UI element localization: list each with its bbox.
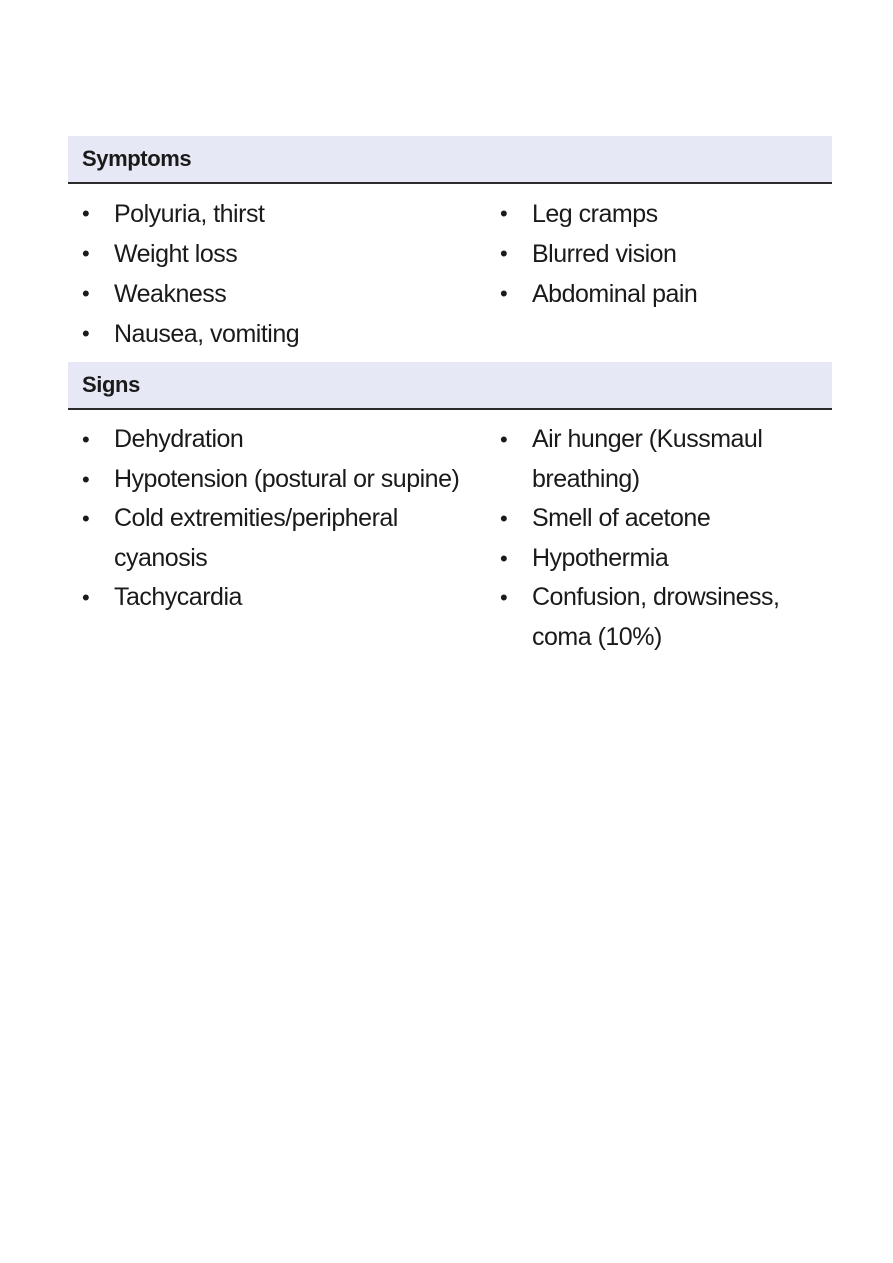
list-item-text: Smell of acetone [532, 504, 711, 532]
bullet-icon: • [500, 281, 508, 306]
list-item-text: Leg cramps [532, 200, 658, 228]
bullet-icon: • [82, 241, 90, 266]
list-item [82, 274, 486, 314]
list-item-text: Hypothermia [532, 543, 669, 572]
list-item [500, 499, 832, 539]
symptoms-left-list [68, 194, 486, 354]
list-item [500, 578, 832, 657]
list-item-text: Cold extremities/peripheral cyanosis [114, 504, 398, 572]
symptoms-body [68, 184, 832, 362]
list-item-text: Confusion, drowsiness, coma (10%) [532, 583, 780, 651]
list-item [500, 194, 832, 234]
signs-title: Signs [82, 372, 140, 397]
bullet-icon: • [82, 506, 90, 531]
list-item-text: Air hunger (Kussmaul breathing) [532, 425, 763, 493]
bullet-icon: • [500, 427, 508, 452]
list-item-text: Tachycardia [114, 583, 242, 611]
list-item-text: Abdominal pain [532, 280, 698, 308]
list-item-text: Dehydration [114, 425, 244, 453]
bullet-icon: • [82, 201, 90, 226]
signs-body [68, 410, 832, 665]
bullet-icon: • [500, 241, 508, 266]
bullet-icon: • [82, 427, 90, 452]
list-item [82, 234, 486, 274]
list-item [500, 234, 832, 274]
list-item [82, 194, 486, 234]
list-item [500, 274, 832, 314]
symptoms-title: Symptoms [82, 146, 192, 171]
list-item [82, 499, 486, 578]
list-item [500, 420, 832, 499]
bullet-icon: • [82, 585, 90, 610]
list-item-text: Nausea, vomiting [114, 320, 300, 348]
bullet-icon: • [500, 201, 508, 226]
bullet-icon: • [82, 321, 90, 346]
list-item-text: Weight loss [114, 240, 238, 268]
bullet-icon: • [500, 506, 508, 531]
list-item [82, 314, 486, 354]
bullet-icon: • [82, 281, 90, 306]
list-item [500, 539, 832, 579]
list-item-text: Weakness [114, 280, 227, 308]
signs-right-list [486, 420, 832, 657]
bullet-icon: • [500, 545, 508, 571]
list-item-text: Blurred vision [532, 240, 677, 268]
list-item-text: Polyuria, thirst [114, 200, 265, 228]
bullet-icon: • [500, 585, 508, 610]
list-item [82, 460, 486, 500]
symptoms-right-list [486, 194, 832, 354]
symptoms-header [68, 136, 832, 184]
signs-left-list [68, 420, 486, 657]
signs-header [68, 362, 832, 410]
bullet-icon: • [82, 466, 90, 492]
symptoms-signs-table [68, 136, 832, 665]
list-item [82, 578, 486, 618]
list-item [82, 420, 486, 460]
list-item-text: Hypotension (postural or supine) [114, 464, 460, 493]
